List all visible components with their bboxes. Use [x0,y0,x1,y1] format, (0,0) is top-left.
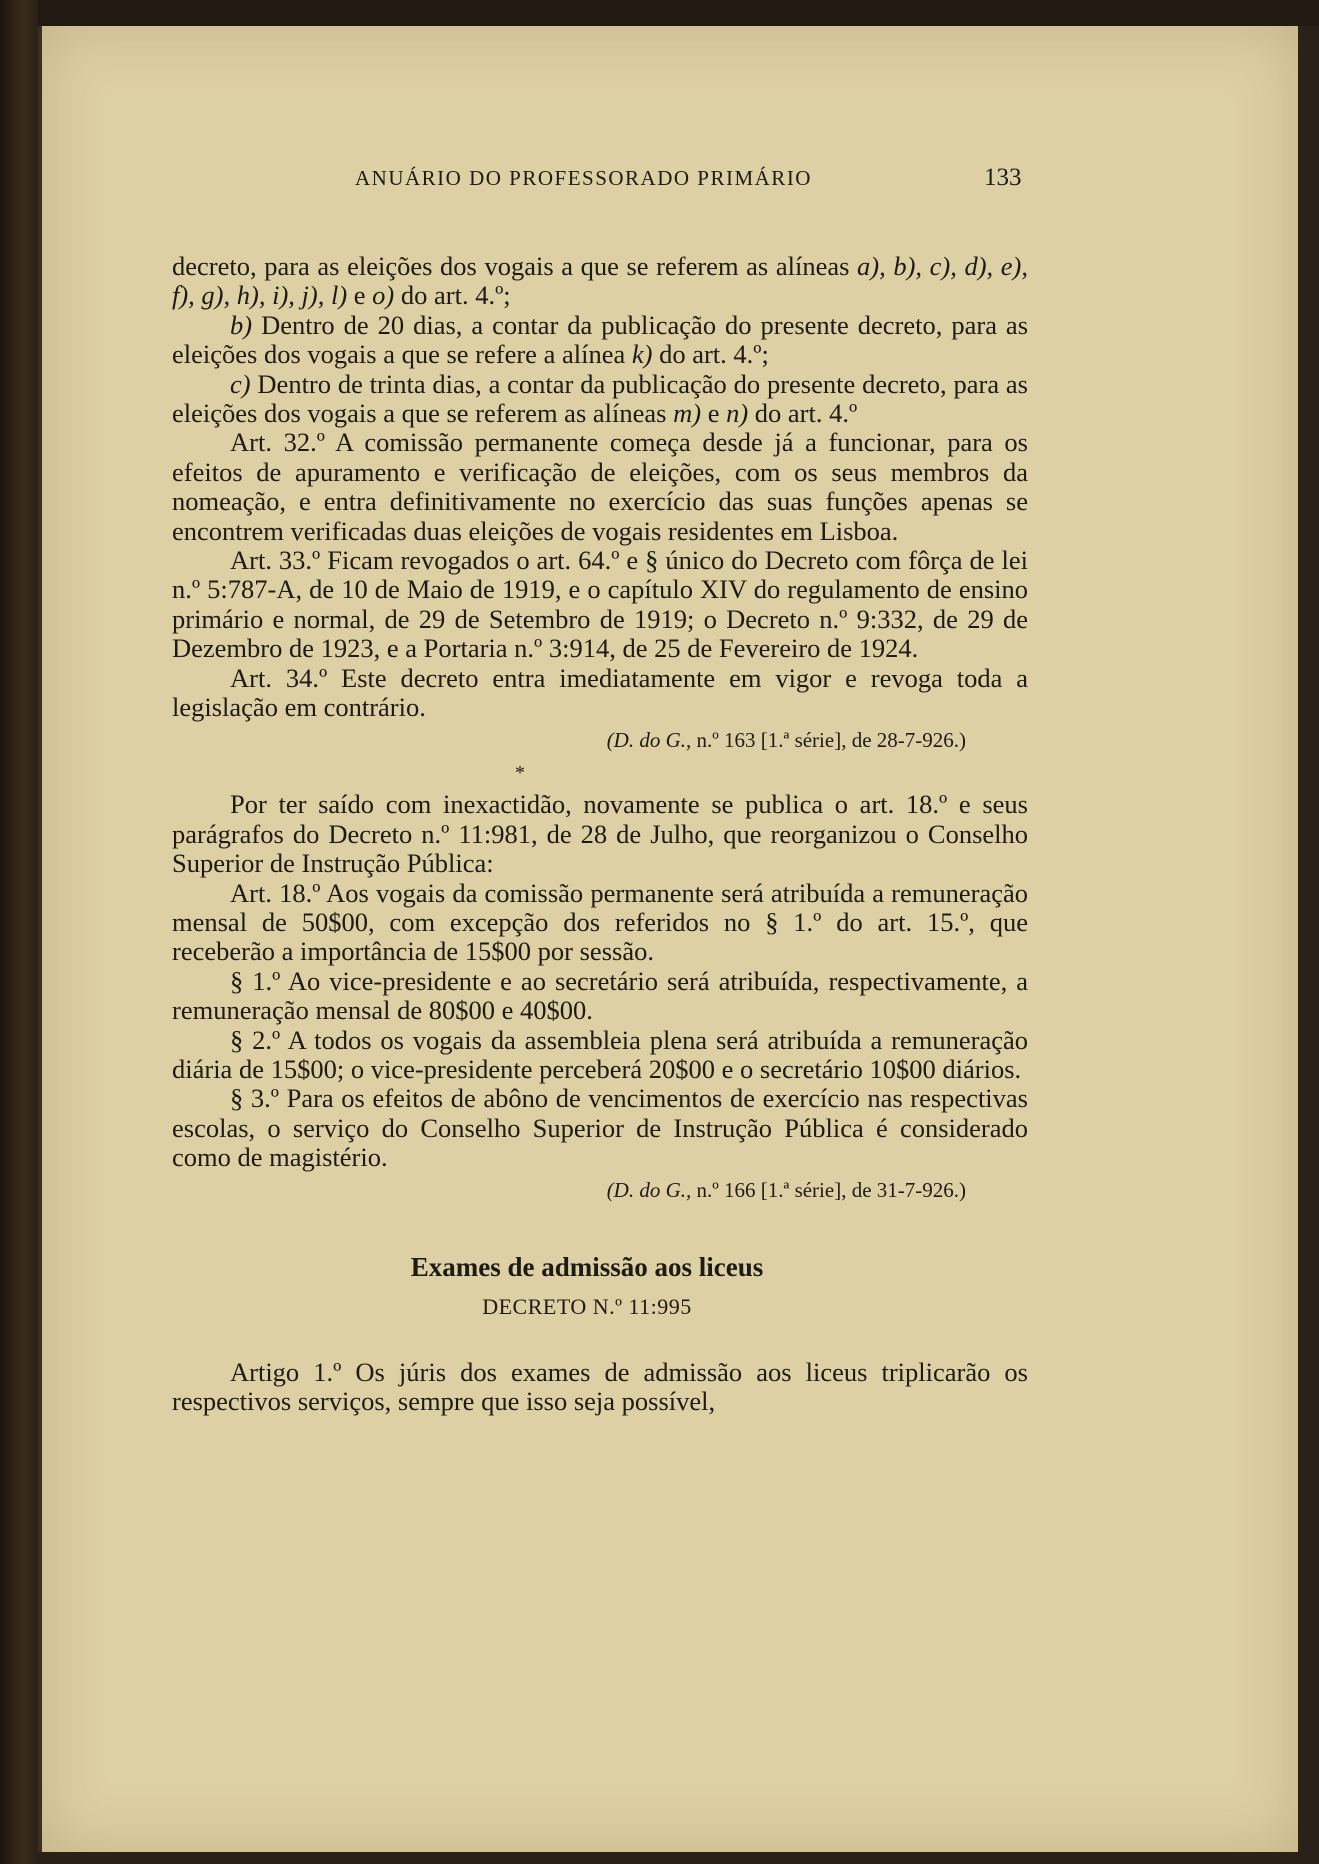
paragraph-b: b) Dentro de 20 dias, a contar da publicação do presente decreto, para as eleições dos vogais a que se refere a alínea k) do art. 4.º; [172,309,1029,370]
paragraph-a-continuation: decreto, para as eleições dos vogais a que se referem as alíneas a), b), c), d), e), f), g), h), i), j), l) e o) do art. 4.º; [172,251,1028,311]
separator-asterisk: * [515,761,525,784]
paragraph-3: § 3.º Para os efeitos de abôno de vencimentos de exercício nas respectivas escolas, o serviço do Conselho Superior de Instrução Pública é considerado como de magistério. [172,1083,1028,1173]
top-edge [38,0,1319,26]
citation-1: (D. do G., n.º 163 [1.ª série], de 28-7-926.) [606,727,966,752]
article-32: Art. 32.º A comissão permanente começa desde já a funcionar, para os efeitos de apuramento e verificação de eleições, com os seus membros da nomeação, e entra definitivamente no exercício das suas funções apenas se encontrem verificadas duas eleições de vogais residentes em Lisboa. [172,427,1028,546]
book-binding [0,0,38,1864]
section-title: Exames de admissão aos liceus [410,1252,764,1282]
paragraph-c: c) Dentro de trinta dias, a contar da publicação do presente decreto, para as eleições dos vogais a que se referem as alíneas m) e n) do art. 4.º [172,368,1028,429]
republication-intro: Por ter saído com inexactidão, novamente se publica o art. 18.º e seus parágrafos do Decreto n.º 11:981, de 28 de Julho, que reorganizou o Conselho Superior de Instrução Pública: [172,789,1028,879]
artigo-1: Artigo 1.º Os júris dos exames de admissão aos liceus triplicarão os respectivos serviços, sempre que isso seja possível, [172,1356,1028,1417]
article-18: Art. 18.º Aos vogais da comissão permanente será atribuída a remuneração mensal de 50$00, com excepção dos referidos no § 1.º do art. 15.º, que receberão a importância de 15$00 por sessão. [172,877,1028,967]
paragraph-2: § 2.º A todos os vogais da assembleia plena será atribuída a remuneração diária de 15$00; o vice-presidente perceberá 20$00 e o secretário 10$00 diários. [172,1024,1028,1084]
article-34: Art. 34.º Este decreto entra imediatamente em vigor e revoga toda a legislação em contrário. [172,662,1028,723]
running-title: ANUÁRIO DO PROFESSORADO PRIMÁRIO [355,166,812,190]
section-subtitle: DECRETO N.º 11:995 [482,1294,692,1320]
paragraph-1: § 1.º Ao vice-presidente e ao secretário será atribuída, respectivamente, a remuneração mensal de 80$00 e 40$00. [172,965,1028,1026]
page-number: 133 [984,164,1022,191]
citation-2: (D. do G., n.º 166 [1.ª série], de 31-7-926.) [606,1177,966,1202]
article-33: Art. 33.º Ficam revogados o art. 64.º e § único do Decreto com fôrça de lei n.º 5:787-A, de 10 de Maio de 1919, e o capítulo XIV do regulamento de ensino primário e normal, de 29 de Setembro de 1919; o Decreto n.º 9:332, de 29 de Dezembro de 1923, e a Portaria n.º 3:914, de 25 de Fevereiro de 1924. [172,545,1028,664]
page-body [172,252,1028,1417]
